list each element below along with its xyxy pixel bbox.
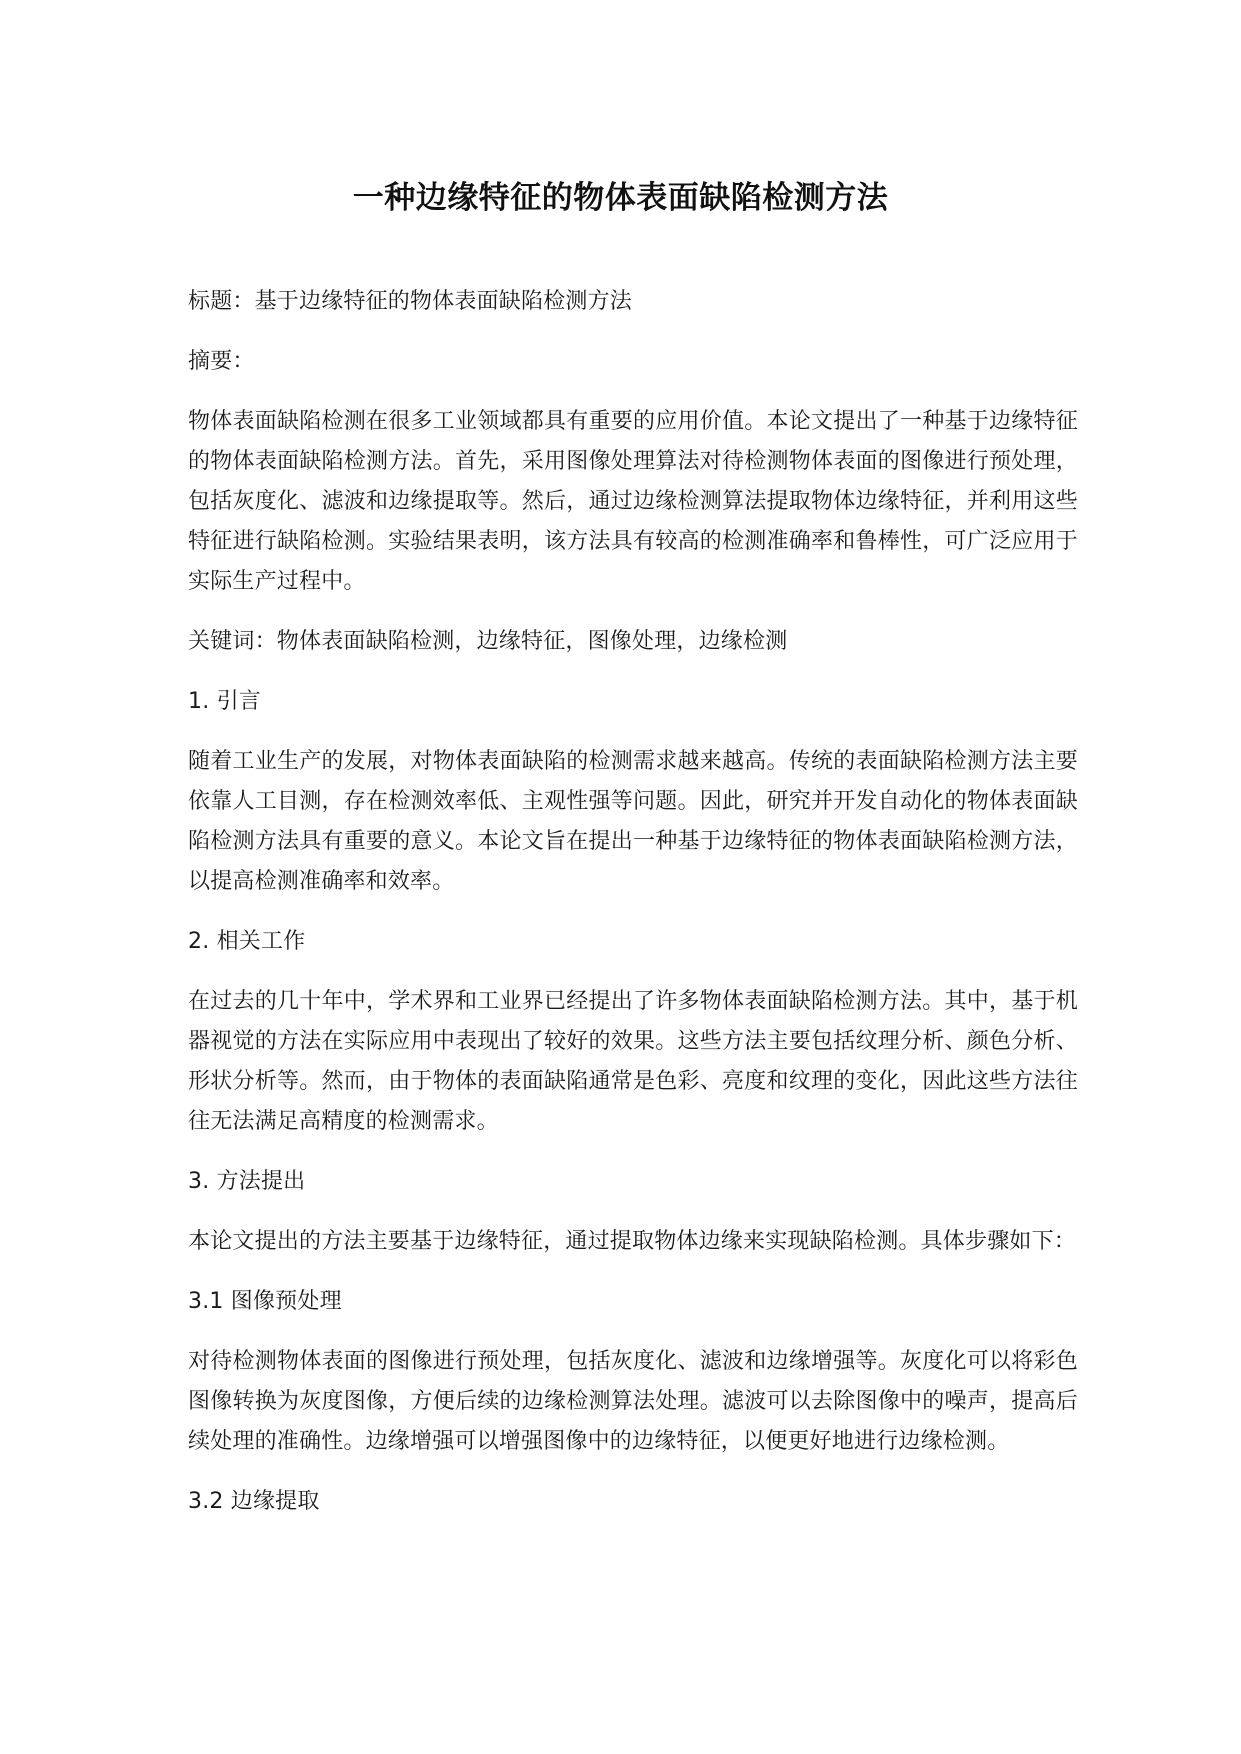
keywords-line: 关键词：物体表面缺陷检测，边缘特征，图像处理，边缘检测 <box>188 629 788 654</box>
related-work-text: 在过去的几十年中，学术界和工业界已经提出了许多物体表面缺陷检测方法。其中，基于机器视觉的方法在实际应用中表现出了较好的效果。这些方法主要包括纹理分析、颜色分析、形状分析等。然而，由于物体的表面缺陷通常是色彩、亮度和纹理的变化，因此这些方法往往无法满足高精度的检测需求。 <box>188 989 1078 1134</box>
introduction-text: 随着工业生产的发展，对物体表面缺陷的检测需求越来越高。传统的表面缺陷检测方法主要依靠人工目测，存在检测效率低、主观性强等问题。因此，研究并开发自动化的物体表面缺陷检测方法具有重要的意义。本论文旨在提出一种基于边缘特征的物体表面缺陷检测方法，以提高检测准确率和效率。 <box>188 749 1078 894</box>
abstract-heading: 摘要： <box>188 349 255 374</box>
section-heading-method: 3. 方法提出 <box>188 1169 306 1194</box>
subsection-heading-edge-extraction: 3.2 边缘提取 <box>188 1489 320 1514</box>
document-title: 一种边缘特征的物体表面缺陷检测方法 <box>352 180 889 216</box>
document-body <box>188 282 1078 1522</box>
subsection-heading-preprocessing: 3.1 图像预处理 <box>188 1289 342 1314</box>
section-heading-related-work: 2. 相关工作 <box>188 929 306 954</box>
abstract-text: 物体表面缺陷检测在很多工业领域都具有重要的应用价值。本论文提出了一种基于边缘特征的物体表面缺陷检测方法。首先，采用图像处理算法对待检测物体表面的图像进行预处理，包括灰度化、滤波和边缘提取等。然后，通过边缘检测算法提取物体边缘特征，并利用这些特征进行缺陷检测。实验结果表明，该方法具有较高的检测准确率和鲁棒性，可广泛应用于实际生产过程中。 <box>188 409 1078 594</box>
method-text: 本论文提出的方法主要基于边缘特征，通过提取物体边缘来实现缺陷检测。具体步骤如下： <box>188 1229 1077 1254</box>
preprocessing-text: 对待检测物体表面的图像进行预处理，包括灰度化、滤波和边缘增强等。灰度化可以将彩色图像转换为灰度图像，方便后续的边缘检测算法处理。滤波可以去除图像中的噪声，提高后续处理的准确性。边缘增强可以增强图像中的边缘特征，以便更好地进行边缘检测。 <box>188 1349 1078 1454</box>
title-line: 标题：基于边缘特征的物体表面缺陷检测方法 <box>188 289 633 314</box>
section-heading-introduction: 1. 引言 <box>188 689 261 714</box>
